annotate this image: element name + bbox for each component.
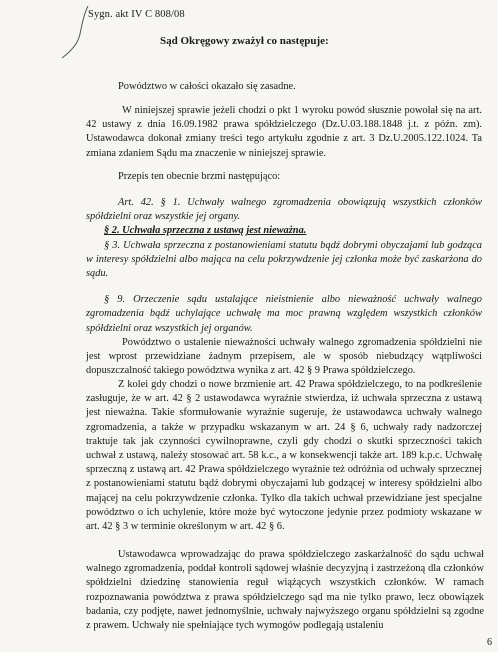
paragraph-1: Powództwo w całości okazało się zasadne. [118,81,296,92]
quote-art42-p1: Art. 42. § 1. Uchwały walnego zgromadzenia obowiązują wszystkich członków spółdzielni oraz wszystkie jej organy. [86,197,482,223]
quote-art42-p3: § 3. Uchwała sprzeczna z postanowieniami statutu bądź dobrymi obyczajami lub godząca w interesy spółdzielni albo mająca na celu pokrzywdzenie jej członka może być zaskarżona do sądu. [86,239,482,280]
quote-art42-p9: § 9. Orzeczenie sądu ustalające nieistnienie albo nieważność uchwały walnego zgromadzenia bądź uchylające uchwałę ma moc prawną względem wszystkich członków spółdzielni oraz wszystkich jej organów. [86,294,482,334]
paragraph-6: Ustawodawca wprowadzając do prawa spółdzielczego zaskarżalność do sądu uchwał walnego zgromadzenia, poddał kontroli sądowej właśnie decyzyjną i zastrzeżoną dla członków spółdzielni dziedzinę stanowienia reguł wiążących wszystkich członków. W ramach rozpoznawania powództwa z prawa spółdzielczego sąd ma nie tylko prawo, lecz obowiązek badania, czy podjęte, nawet jednomyślnie, uchwały najwyższego organu spółdzielni są zgodne z prawem. Uchwały nie spełniające tych wymogów podlegają ustaleniu [86,549,484,632]
case-signature: Sygn. akt IV C 808/08 [88,9,185,20]
section-heading: Sąd Okręgowy zważył co następuje: [160,35,329,47]
page-number: 6 [487,637,492,648]
paragraph-5: Z kolei gdy chodzi o nowe brzmienie art. 42 Prawa spółdzielczego, to na podkreślenie zasługuje, że w art. 42 § 2 ustawodawca wyraźnie stwierdza, iż uchwała sprzeczna z ustawą jest nieważna. Takie sformułowanie wyraźnie sugeruje, że ustawodawca uchwały walnego zgromadzenia, a także w przypadku wskazanym w art. 24 § 6, uchwały rady nadzorczej traktuje tak jak czynności cywilnoprawne, czyli gdy chodzi o skutki sprzeczności takich uchwał z ustawą, należy stosować art. 58 k.c., a w konsekwencji także art. 189 k.p.c. Uchwałę sprzeczną z ustawą art. 42 Prawa spółdzielczego wyraźnie też odróżnia od uchwały sprzecznej z postanowieniami statutu bądź dobrymi obyczajami lub godzącej w interesy spółdzielni albo mającej na celu pokrzywdzenie członka. Tylko dla takich uchwał przewidziane jest specjalne powództwo o ich uchylenie, które może być wytoczone jedynie przez podmioty wskazane w art. 42 § 3 w terminie określonym w art. 42 § 6. [86,379,482,533]
paragraph-3: Przepis ten obecnie brzmi następująco: [118,171,281,182]
statute-quote [0,196,498,336]
paragraph-2: W niniejszej sprawie jeżeli chodzi o pkt 1 wyroku powód słusznie powołał się na art. 42 ustawy z dnia 16.09.1982 prawa spółdzielczego (Dz.U.03.188.1848 j.t. z późn. zm). Ustawodawca dokonał zmiany treści tego artykułu zgodnie z art. 3 Dz.U.2005.122.1024. Ta zmiana zdaniem Sądu ma znaczenie w niniejszej sprawie. [86,105,482,159]
paragraph-4: Powództwo o ustalenie nieważności uchwały walnego zgromadzenia spółdzielni nie jest wprost przewidziane żadnym przepisem, ale w sposób niebudzący wątpliwości dopuszczalność takiego powództwa wynika z art. 42 § 9 Prawa spółdzielczego. [86,337,482,377]
quote-art42-p2: § 2. Uchwała sprzeczna z ustawą jest nieważna. [104,225,307,237]
